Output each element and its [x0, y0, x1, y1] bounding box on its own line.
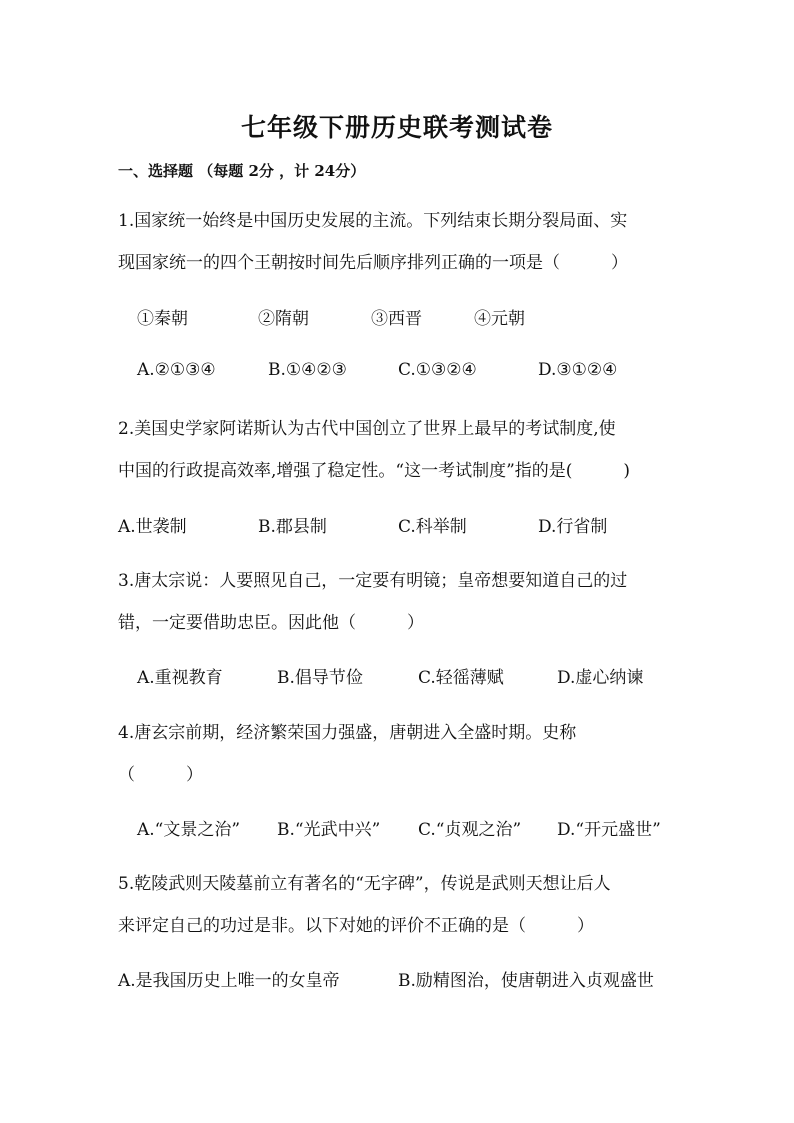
answer-option-a: A.②①③④ [137, 360, 216, 380]
question-text-line: 现国家统一的四个王朝按时间先后顺序排列正确的一项是（ ） [118, 253, 628, 273]
answer-option-d: D.“开元盛世” [557, 820, 661, 840]
question-text-line: 2.美国史学家阿诺斯认为古代中国创立了世界上最早的考试制度,使 [118, 419, 616, 439]
answer-option-c: C.①③②④ [398, 360, 477, 380]
answer-option-b: B.“光武中兴” [277, 820, 381, 840]
question-text-line: 1.国家统一始终是中国历史发展的主流。下列结束长期分裂局面、实 [118, 211, 628, 231]
answer-option-d: D.行省制 [538, 517, 608, 537]
list-item: ②隋朝 [258, 309, 309, 329]
question-text-line: 中国的行政提高效率,增强了稳定性。“这一考试制度”指的是( ) [118, 461, 631, 481]
answer-option-b: B.倡导节俭 [277, 668, 363, 688]
question-text-line: 5.乾陵武则天陵墓前立有著名的“无字碑”，传说是武则天想让后人 [118, 874, 611, 894]
question-text-line: 错，一定要借助忠臣。因此他（ ） [118, 613, 424, 633]
answer-option-c: C.轻徭薄赋 [418, 668, 504, 688]
answer-option-b: B.励精图治，使唐朝进入贞观盛世 [398, 971, 654, 991]
section-heading: 一、选择题 （每题 2分 ，计 24分） [118, 162, 366, 180]
answer-option-a: A.世袭制 [118, 517, 187, 537]
list-item: ①秦朝 [137, 309, 188, 329]
answer-option-d: D.虚心纳谏 [557, 668, 644, 688]
page-title: 七年级下册历史联考测试卷 [240, 113, 553, 142]
question-text-line: 来评定自己的功过是非。以下对她的评价不正确的是（ ） [118, 916, 594, 936]
list-item: ③西晋 [371, 309, 422, 329]
answer-option-c: C.“贞观之治” [418, 820, 522, 840]
answer-option-d: D.③①②④ [538, 360, 618, 380]
question-text-line: 4.唐玄宗前期，经济繁荣国力强盛，唐朝进入全盛时期。史称 [118, 723, 577, 743]
list-item: ④元朝 [474, 309, 525, 329]
answer-option-b: B.①④②③ [268, 360, 347, 380]
answer-option-a: A.“文景之治” [137, 820, 241, 840]
answer-option-c: C.科举制 [398, 517, 467, 537]
question-text-line: 3.唐太宗说：人要照见自己，一定要有明镜；皇帝想要知道自己的过 [118, 571, 628, 591]
answer-option-a: A.是我国历史上唯一的女皇帝 [118, 971, 340, 991]
answer-option-b: B.郡县制 [258, 517, 327, 537]
answer-option-a: A.重视教育 [137, 668, 223, 688]
question-text-line: （ ） [118, 765, 203, 785]
